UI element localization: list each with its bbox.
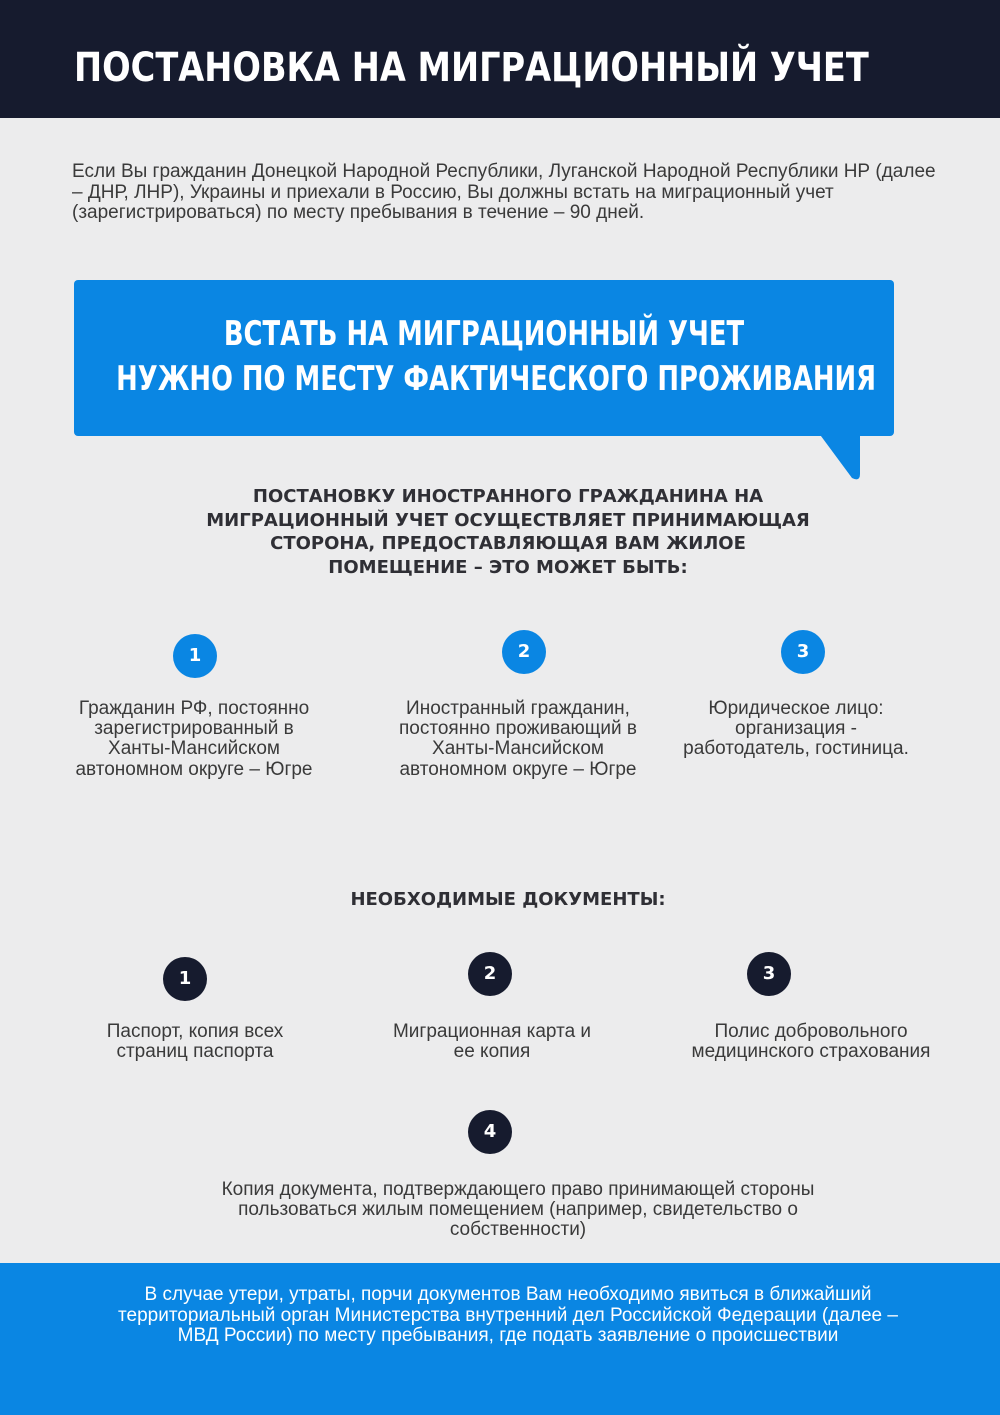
document-2-badge: 2 [468, 952, 512, 996]
intro-paragraph: Если Вы гражданин Донецкой Народной Республики, Луганской Народной Республики НР (далее – ДНР, ЛНР), Украины и приехали в Россию, Вы должны встать на миграционный учет (зарегистрироваться) по месту пребывания в течение – 90 дней. [72, 161, 936, 223]
document-2-text: Миграционная карта и ее копия [392, 1021, 592, 1063]
host-item-2-text: Иностранный гражданин, постоянно проживающий в Ханты-Мансийском автономном округе – Югре [399, 698, 637, 780]
page-title: ПОСТАНОВКА НА МИГРАЦИОННЫЙ УЧЕТ [74, 45, 869, 91]
document-3-badge: 3 [747, 952, 791, 996]
callout-text [0, 312, 968, 402]
callout-line-1: ВСТАТЬ НА МИГРАЦИОННЫЙ УЧЕТ [223, 314, 745, 354]
callout-line-2: НУЖНО ПО МЕСТУ ФАКТИЧЕСКОГО ПРОЖИВАНИЯ [116, 359, 877, 399]
host-item-1-badge: 1 [173, 634, 217, 678]
document-1-text: Паспорт, копия всех страниц паспорта [106, 1021, 284, 1063]
document-4-badge: 4 [468, 1110, 512, 1154]
document-1-badge: 1 [163, 957, 207, 1001]
host-item-1-text: Гражданин РФ, постоянно зарегистрированный в Ханты-Мансийском автономном округе – Югре [75, 698, 313, 780]
host-item-3-badge: 3 [781, 630, 825, 674]
host-item-2-badge: 2 [502, 630, 546, 674]
document-4-text: Копия документа, подтверждающего право принимающей стороны пользоваться жилым помещением (например, свидетельство о собственности) [221, 1179, 815, 1241]
host-section-heading: ПОСТАНОВКУ ИНОСТРАННОГО ГРАЖДАНИНА НА МИГРАЦИОННЫЙ УЧЕТ ОСУЩЕСТВЛЯЕТ ПРИНИМАЮЩАЯ СТОРОНА, ПРЕДОСТАВЛЯЮЩАЯ ВАМ ЖИЛОЕ ПОМЕЩЕНИЕ – ЭТО МОЖЕТ БЫТЬ: [206, 486, 810, 578]
documents-heading: НЕОБХОДИМЫЕ ДОКУМЕНТЫ: [350, 889, 666, 910]
footer-banner [0, 1263, 1000, 1415]
callout-bubble-tail [818, 432, 862, 482]
document-3-text: Полис добровольного медицинского страхования [691, 1021, 931, 1063]
header-bar [0, 0, 1000, 118]
host-item-3-text: Юридическое лицо: организация - работодатель, гостиница. [683, 698, 909, 760]
footer-notice: В случае утери, утраты, порчи документов Вам необходимо явиться в ближайший территориальный орган Министерства внутренний дел Российской Федерации (далее – МВД России) по месту пребывания, где подать заявление о происшествии [118, 1284, 898, 1346]
